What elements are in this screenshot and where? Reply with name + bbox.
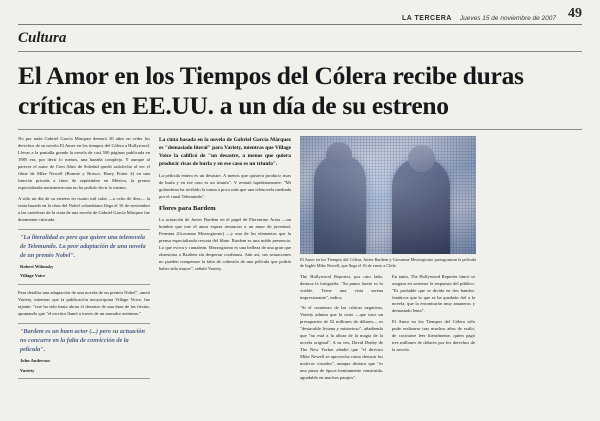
section-label: Cultura xyxy=(18,30,67,46)
pull-quote-text: "La literalidad es pero que quiere una telenovela de Telemundo. La peor adaptación de una novela de un premio Nobel". xyxy=(20,233,146,259)
subheading: Flores para Bardem xyxy=(159,205,216,213)
photo-column xyxy=(300,136,476,381)
paragraph: A sólo un día de su estreno en cuatro mil salas —a ocho de diez— la cinta basada en la obra del Nobel colombiano llega el 16 de noviembre a las carteleras de la cinta de una novela de Gabriel García Márquez fue duramente criticada. xyxy=(18,195,150,222)
pull-quote-1 xyxy=(18,229,150,285)
paragraph: En tanto, The Hollywood Reporter hincó se asegura en sostener la respuesta del público. "Es probable que se divida en dos bandos: fanáticos que lo que se ha quedado fiel a la novela, que la encontrarán muy amaneros y demasiado lenta". xyxy=(392,273,475,314)
paragraph: La película entera es un desastre. A menos que quisiera producir risas de burla y en ese caso es un triunfo". Y remató lapidariamente: "Mi golondrina ha recibido la trama a poco más que una telenovela mediada por el canal Telemundo". xyxy=(159,172,291,199)
article-column-1 xyxy=(18,136,150,374)
section-header xyxy=(18,25,582,47)
pull-quote-source: Robert Wilonsky xyxy=(20,263,54,269)
rule-headline xyxy=(18,129,582,130)
article-column-3 xyxy=(300,274,383,387)
article-column-2 xyxy=(159,136,291,374)
pull-quote-outlet: Variety xyxy=(20,367,35,373)
paragraph: El Amor en los Tiempos del Cólera sólo pude realizarse tras muchos años de estilo, de cocinarse leer literalmente, quien pagó tres millones de dólares por los derechos de la novela. xyxy=(392,319,475,353)
pull-quote-text: "Bardem es un buen actor (...) pero su actuación no concurre en la falta de convicción de la película". xyxy=(20,327,145,353)
article-column-4 xyxy=(392,274,475,387)
article-body xyxy=(18,136,582,381)
rule-section xyxy=(18,51,582,52)
paragraph: No por nada Gabriel García Márquez demoró 20 años en ceder los derechos de su novela El Amor en los tiempos del Cólera a Hollywood. Llevar a la pantalla grande la novela de casi 500 páginas publicada en 1985 era, por decir lo menos, una hazaña compleja. Y aunque al parecer el autor de Cien Años de Soledad quedó satisfecho al ver el filme de Mike Newell (Bonnie y Brasco, Harry Potter 4) en una función privada a fines de septiembre en México, la prensa especializada norteamericana no ha podido decir lo mismo. xyxy=(18,136,150,190)
lead-paragraph: La cinta basada en la novela de Gabriel García Márquez es "demasiado literal" para Variety, mientras que Village Voice la calificó de "un desastre, a menos que quiera producir risas de burla y en ese caso es un triunfo". xyxy=(159,137,291,168)
pull-quote-2 xyxy=(18,323,150,379)
paragraph: La actuación de Javier Bardem en el papel de Florentino Ariza —un hombre que trae el amor espera renunciar a un amor de juventud, Fermina (Giovanna Mezzogiorno) —y uno de los elementos que la prensa especializada rescata del filme. Bardem es una noble presencia. Lo que evoca y camaleón. Mezzogiorno es una belleza de una gran que obsesiona a Bardem sin despertar confianza. Aún así, sus actuaciones no pueden compensar la falta de cohesión de una película que podría haber sido mayor", señaló Variety. xyxy=(159,217,291,272)
pull-quote-outlet: Village Voice xyxy=(20,273,46,279)
film-still-photo xyxy=(300,136,476,254)
page-title: El Amor en los Tiempos del Cólera recibe duras críticas en EE.UU. a un día de su estreno xyxy=(18,61,524,120)
masthead xyxy=(18,0,582,22)
page-number: 49 xyxy=(568,6,582,21)
paragraph: "Si el comienzo de las críticas negativas, Variety admira que la cinta —que tuvo un presupuesto de 52 millones de dólares— es "destacable liviana y misterioso", añadiendo que "no está a la altura de la magia de la novela original". A su vez, David Denby de The New Yorker añadió que "el director Mike Newell se aprovecha como destruir los motivos visuales", aunque destaca que "es una pieza de época bonitamente construida, agradable en muchos pasajes". xyxy=(300,305,383,381)
paper-name: LA TERCERA xyxy=(402,15,452,22)
photo-vignette xyxy=(300,136,476,254)
photo-caption: El Amor en los Tiempos del Cólera, Javier Bardem y Giovanna Mezzogiorno protagonizan la película de Inglés Mike Newell, que llega el 16 de enero a Chile. xyxy=(300,257,476,269)
paragraph: Para detallar una adaptación de una novela de un premio Nobel", anotó Variety, mientras que la publicación neoyorquina Village Voice, fue tajante: "este ha sido hasta ahora el desastre de una dura de las fiestas, apuntando que "el escritor llamó a traves de un narrador anónimo." xyxy=(18,290,150,316)
paragraph: The Hollywood Reporter, por otro lado, destaca la fotografía. "Su punto fuerte es lo visible. Tiene una vista serena impresionante", indica. xyxy=(300,273,383,300)
pull-quote-source: John Anderson xyxy=(20,357,50,363)
issue-date: Jueves 15 de noviembre de 2007 xyxy=(459,15,556,22)
